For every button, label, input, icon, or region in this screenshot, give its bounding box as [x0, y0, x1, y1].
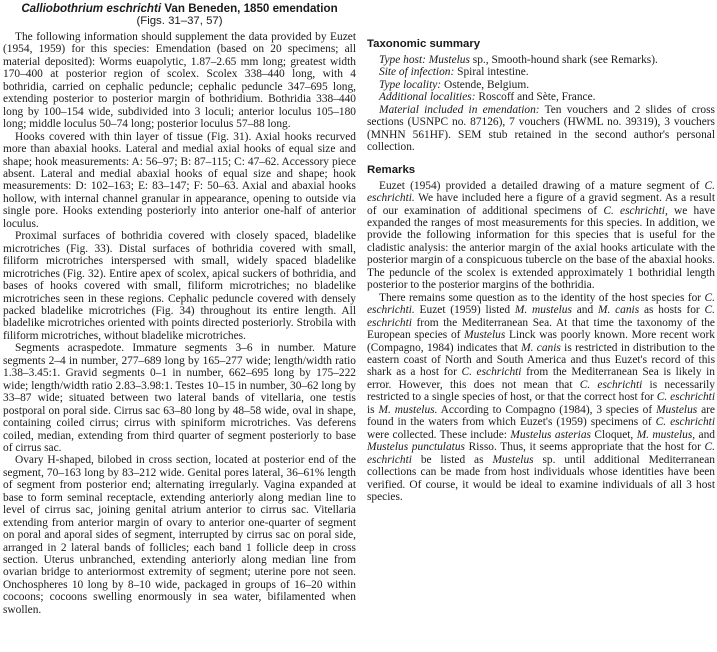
- text: Euzet (1954) provided a detailed drawing of a mature segment of: [379, 179, 705, 192]
- species-name: C. eschrichti: [367, 441, 715, 466]
- figures-reference: (Figs. 31–37, 57): [136, 15, 223, 27]
- description-paragraph: Hooks covered with thin layer of tissue (Fig. 31). Axial hooks recurved more than abaxial hooks. Lateral and medial axial hooks of equal size and shape; hook measurements: A: 56–97; B: 87–115; C: 47–62. Accessory piece absent. Lateral and medial abaxial hooks of equal size and shape; hook measurements: D: 102–163; E: 83–147; F: 50–63. Axial and abaxial hooks hollow, with internal channel granular in appearance, opening to outside via single pore. Hooks extending posteriorly into anterior one-half of anterior loculus.: [3, 130, 356, 230]
- site-of-infection-label: Site of infection:: [379, 66, 455, 79]
- description-paragraph: Proximal surfaces of bothridia covered with closely spaced, bladelike microtriches (Fig. 33). Distal surfaces of bothridia covered with small, filiform microtriches interspersed with small, widely spaced bladelike microtriches (Fig. 32). Entire apex of scolex, apical suckers of bothridia, and bases of hooks covered with small, filiform microtriches; no bladelike microtriches seen in these regions. Cephalic peduncle covered with densely packed bladelike microtriches (Fig. 34) throughout its entire length. All bladelike microtriches oriented with points directed posteriorly. Strobila with filiform microtriches, without bladelike microtriches.: [3, 230, 356, 342]
- remarks-paragraph: [367, 180, 715, 292]
- type-host-line: [367, 54, 715, 66]
- text: as hosts for: [639, 304, 705, 317]
- material-line: [367, 104, 715, 154]
- text: from the Mediterranean Sea. At that time the taxonomy of the European species of: [367, 316, 715, 342]
- remarks-heading: Remarks: [367, 163, 416, 176]
- additional-localities-value: Roscoff and Sète, France.: [478, 91, 596, 104]
- species-name: Calliobothrium eschrichti: [21, 2, 162, 15]
- text: were collected. These include:: [367, 428, 511, 441]
- species-name: M. canis: [521, 341, 561, 354]
- species-name: C. eschrichti: [655, 416, 715, 429]
- text: we have expanded the ranges of most measurements for this species. In addition, we provide the following information for this species that is useful for the cladistic analysis: the anterior margin of the axial hooks articulate with the posterior margin of a conspicuous tubercle on the base of the abaxial hooks. The peduncle of the scolex is extended approximately 1 bothridial length posterior to the posterior margins of the bothridia.: [367, 204, 716, 292]
- material-value: Ten vouchers and 2 slides of cross sections (USNPC no. 87126), 7 vouchers (HWML no. 39319), 3 vouchers (MNHN 561HF). SEM stub retained in the second author's personal collection.: [367, 103, 715, 154]
- additional-localities-label: Additional localities:: [379, 91, 476, 104]
- description-paragraph: The following information should supplement the data provided by Euzet (1954, 1959) for this species: Emendation (based on 20 specimens; all material deposited): Worms euapolytic, 1.87–2.65 mm long; greatest width 170–400 at posterior region of scolex. Scolex 338–440 long, with 4 bothridia, carried on cephalic peduncle; cephalic peduncle 347–695 long, extending posterior to posterior margin of bothridium. Bothridia 338–440 long by 100–154 wide, subdivided into 3 loculi; anterior loculus 105–180 long; middle loculus 50–74 long; posterior loculus 57–88 long.: [3, 31, 356, 131]
- text: There remains some question as to the identity of the host species for: [379, 291, 705, 304]
- text: from the Mediterranean Sea is likely in error. However, this does not mean that: [367, 366, 715, 391]
- left-column: [3, 0, 356, 616]
- text: is restricted in distribution to the eastern coast of North and South America and thus Euzet's record of this shark as a host for: [367, 341, 715, 379]
- taxonomic-summary-heading: Taxonomic summary: [367, 38, 481, 50]
- species-name: C. eschrichti.: [367, 291, 715, 317]
- remarks-paragraph: [367, 292, 715, 504]
- text: are found in the waters from which Euzet's (1959) specimens of: [367, 403, 715, 429]
- species-name: M. mustelus,: [636, 428, 696, 441]
- type-host-genus: Mustelus: [428, 54, 470, 66]
- species-name: Mustelus: [492, 453, 534, 466]
- text: is necessarily restricted to a single species of host, or that the correct host for: [367, 378, 715, 404]
- text: be listed as: [411, 453, 493, 466]
- site-of-infection-value: Spiral intestine.: [457, 66, 529, 79]
- right-column: [367, 38, 715, 503]
- text: We have included here a figure of a gravid segment. As a result of our examination of additional specimens of: [367, 192, 715, 217]
- species-name: M. canis: [597, 304, 640, 317]
- type-locality-value: Ostende, Belgium.: [443, 78, 530, 91]
- species-name: Mustelus punctulatus: [367, 441, 465, 454]
- text: Cloquet,: [590, 428, 637, 441]
- site-of-infection-line: [367, 66, 715, 78]
- species-name: C. eschrichti: [579, 378, 643, 391]
- text: Linck was poorly known. More recent work (Compagno, 1984) indicates that: [367, 329, 715, 354]
- species-heading: [3, 0, 356, 15]
- species-name: M. mustelus.: [378, 403, 438, 416]
- description-paragraph: Ovary H-shaped, bilobed in cross section, located at posterior end of the segment, 70–163 long by 83–212 wide. Genital pores lateral, 36–61% length of segment from posterior end; alternating irregularly. Vagina expanded at base to form seminal receptacle, extending anteriorly along median line to level of cirrus sac, joining genital atrium anterior to cirrus sac. Vitellaria extending from anterior margin of ovary to anterior one-quarter of segment on poral and aporal sides of segment, interrupted by cirrus sac on poral side, arranged in 2 lateral bands of follicles; each band 1 follicle deep in cross section. Uterus unbranched, extending anteriorly along median line from ovarian bridge to anteriormost extremity of segment; uterine pore not seen. Onchospheres 10 long by 8–10 wide, packaged in groups of 16–20 within cocoons; cocoons swelling enormously in sea water, bifilamented when swollen.: [3, 454, 356, 616]
- text: According to Compagno (1984), 3 species of: [437, 403, 657, 416]
- type-locality-line: [367, 79, 715, 91]
- type-host-value: sp., Smooth-hound shark (see Remarks).: [469, 54, 658, 66]
- material-label: Material included in emendation:: [379, 103, 540, 116]
- additional-localities-line: [367, 91, 715, 103]
- species-name: C. eschrichti: [461, 366, 522, 379]
- species-name: C. eschrichti,: [603, 204, 668, 217]
- description-paragraph: Segments acraspedote. Immature segments 3–6 in number. Mature segments 2–4 in number, 277–689 long by 165–277 wide; length/width ratio 1.38–3.45:1. Gravid segments 0–1 in number, 662–695 long by 175–222 wide; length/width ratio 2.83–3.98:1. Testes 10–15 in number, 30–62 long by 33–87 wide; situated between two lateral bands of vitellaria, one testis postporal on poral side. Cirrus sac 63–80 long by 48–58 wide, oval in shape, containing coiled cirrus; cirrus with spiniform microtriches. Vas deferens coiled, median, extending from third quarter of segment posteriorly to base of cirrus sac.: [3, 342, 356, 454]
- type-host-label: Type host:: [379, 54, 426, 66]
- species-name: C. eschrichti: [656, 391, 715, 404]
- species-name: Mustelus: [464, 329, 506, 342]
- text: sp. until additional Mediterranean collections can be made from host individuals whose identities have been verified. Of course, it would be ideal to examine individuals of all 3 host species.: [367, 453, 715, 503]
- type-locality-label: Type locality:: [379, 78, 442, 91]
- species-name: C. eschrichti: [367, 304, 715, 329]
- species-name: C. eschrichti.: [367, 179, 715, 205]
- species-name: M. mustelus: [514, 304, 572, 317]
- text: and: [571, 304, 598, 317]
- species-name: Mustelus asterias: [510, 428, 591, 441]
- text: Euzet (1959) listed: [414, 304, 515, 317]
- text: and: [695, 428, 715, 441]
- species-name: Mustelus: [656, 403, 698, 416]
- species-authority: Van Beneden, 1850 emendation: [164, 2, 338, 15]
- text: Risso. Thus, it seems appropriate that the host for: [464, 441, 705, 454]
- text: is: [367, 403, 379, 416]
